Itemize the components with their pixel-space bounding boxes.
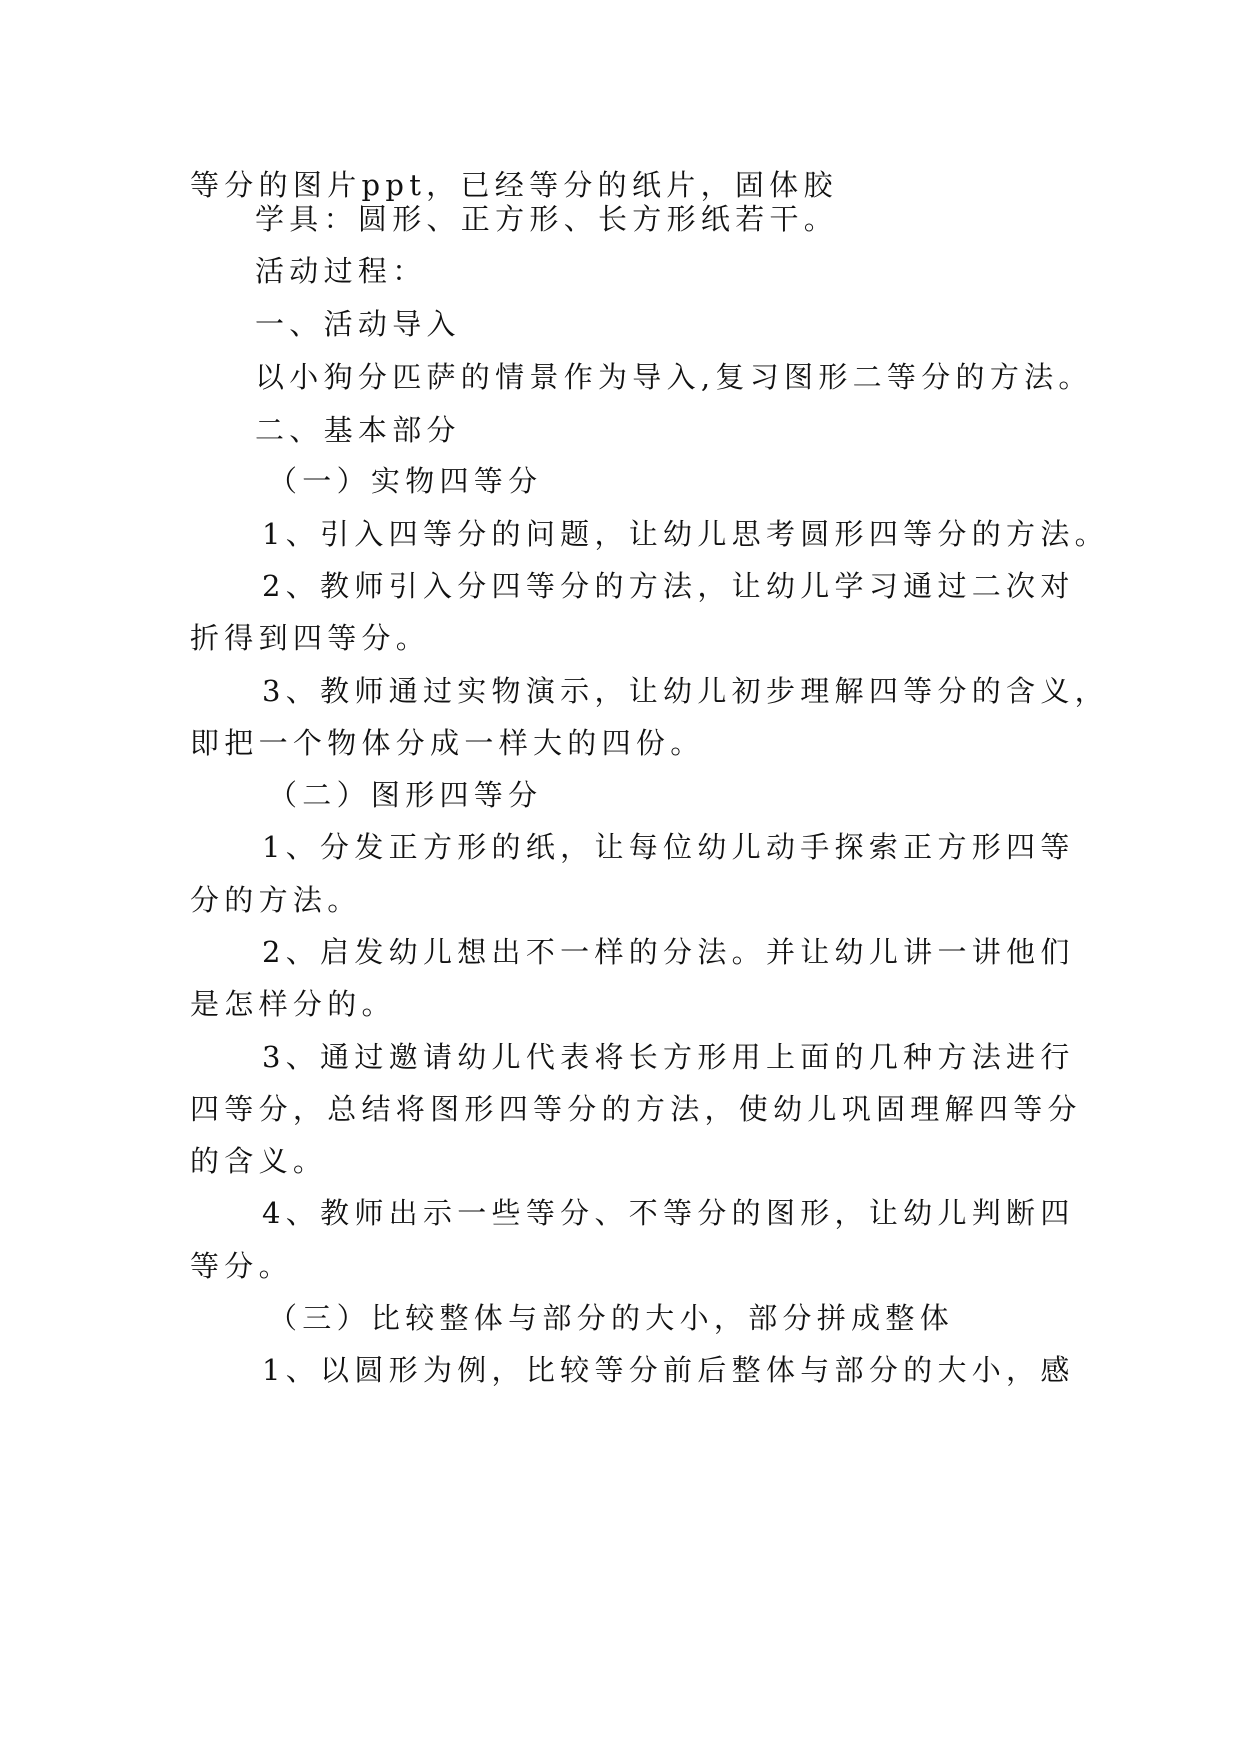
text-line: 3、通过邀请幼儿代表将长方形用上面的几种方法进行 (262, 1040, 1075, 1074)
section-heading: 二、基本部分 (255, 413, 461, 447)
text-line: 即把一个物体分成一样大的四份。 (190, 726, 705, 760)
subsection-heading: （二）图形四等分 (268, 778, 543, 812)
text-line: 以小狗分匹萨的情景作为导入,复习图形二等分的方法。 (255, 360, 1093, 394)
text-line: 的含义。 (190, 1144, 328, 1178)
text-line: 3、教师通过实物演示，让幼儿初步理解四等分的含义， (262, 674, 1109, 708)
text-line: 学具：圆形、正方形、长方形纸若干。 (255, 202, 839, 236)
text-line: 四等分，总结将图形四等分的方法，使幼儿巩固理解四等分 (190, 1092, 1082, 1126)
text-line: 折得到四等分。 (190, 621, 431, 655)
text-line: 1、以圆形为例，比较等分前后整体与部分的大小，感 (262, 1353, 1075, 1387)
subsection-heading: （三）比较整体与部分的大小，部分拼成整体 (268, 1301, 955, 1335)
section-heading: 一、活动导入 (255, 307, 461, 341)
text-line: 2、教师引入分四等分的方法，让幼儿学习通过二次对 (262, 569, 1075, 603)
text-line: 等分。 (190, 1249, 293, 1283)
text-line: 1、引入四等分的问题，让幼儿思考圆形四等分的方法。 (262, 517, 1109, 551)
text-line: 是怎样分的。 (190, 987, 396, 1021)
text-line: 2、启发幼儿想出不一样的分法。并让幼儿讲一讲他们 (262, 935, 1075, 969)
subsection-heading: （一）实物四等分 (268, 464, 543, 498)
text-line: 1、分发正方形的纸，让每位幼儿动手探索正方形四等 (262, 830, 1075, 864)
text-line: 4、教师出示一些等分、不等分的图形，让幼儿判断四 (262, 1196, 1075, 1230)
text-line: 活动过程： (255, 254, 427, 288)
text-line: 等分的图片ppt，已经等分的纸片，固体胶 (190, 168, 838, 202)
text-line: 分的方法。 (190, 883, 362, 917)
